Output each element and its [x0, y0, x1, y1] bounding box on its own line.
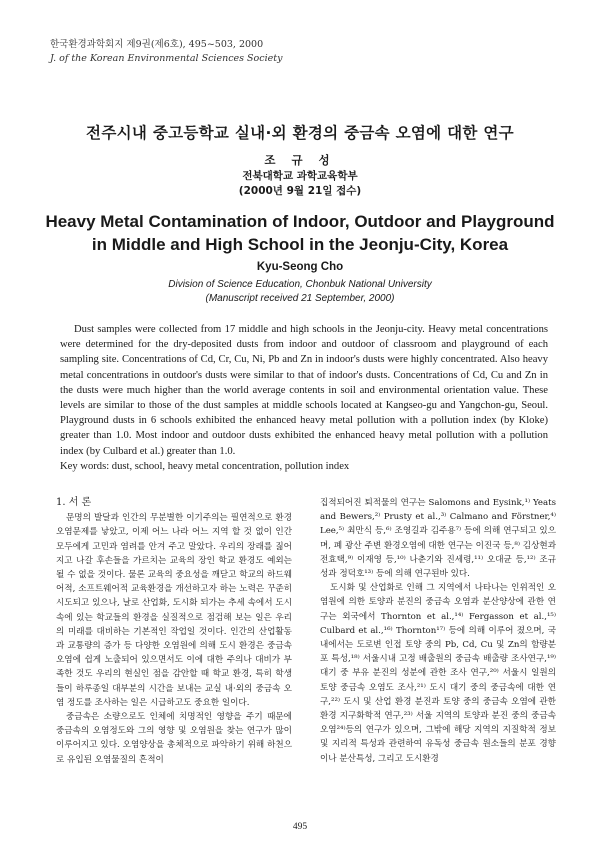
affiliation-english: Division of Science Education, Chonbuk National University	[168, 279, 432, 290]
affiliation-korean: 전북대학교 과학교육학부	[242, 170, 358, 182]
received-date-korean: (2000년 9월 21일 접수)	[238, 185, 362, 197]
affiliation-block-english	[0, 278, 600, 306]
page-number: 495	[292, 822, 308, 832]
body-column-left	[56, 496, 292, 767]
author-name-korean: 조 규 성	[264, 153, 336, 167]
body-paragraph: 중금속은 소량으로도 인체에 치명적인 영향을 주기 때문에 중금속의 오염정도와 그의 영향 및 오염원을 찾는 연구가 많이 이루어지고 있다. 오염양상을 총체적으로 파악하기 위해 하천으로 유입된 오염물질의 흔적이	[56, 712, 292, 765]
paper-title-english: Heavy Metal Contamination of Indoor, Outdoor and Playground in Middle and High School in the Jeonju-City, Korea	[45, 212, 555, 254]
section-heading-introduction: 1. 서 론	[56, 497, 92, 508]
body-paragraph: 도시화 및 산업화로 인해 그 지역에서 나타나는 인위적인 오염원에 의한 토양과 분진의 중금속 오염과 분산양상에 관한 연구는 외국에서 Thornton et al.,¹⁴⁾ Fergasson et al.,¹⁵⁾ Culbard et al.,¹⁶⁾ Thornton¹⁷⁾ 등에 의해 이루어 졌으며, 국내에서는 도로변 인접 토양 중의 Pb, Cd, Cu 및 Zn의 함량분포 특성,¹⁸⁾ 서울시내 고정 배출원의 중금속 배출량 조사연구,¹⁹⁾ 대기 중 부유 분진의 성분에 관한 조사 연구,²⁰⁾ 서울시 일원의 토양 중금속 오염도 조사,²¹⁾ 도시 대기 중의 중금속에 대한 연구,²²⁾ 도시 및 산업 환경 분진과 토양 중의 중금속 오염에 관한 환경 지구화학적 연구,²³⁾ 서울 지역의 토양과 분진 중의 중금속 오염²⁴⁾등의 연구가 있으며, 그밖에 해당 지역의 지질학적 정보 및 지리적 특성과 관련하여 유독성 중금속 원소들의 분포 경향이나 분산특성, 그리고 도시환경	[320, 583, 556, 764]
author-name-english: Kyu-Seong Cho	[256, 261, 344, 273]
journal-header	[50, 38, 282, 66]
paper-title-korean: 전주시내 중고등학교 실내·외 환경의 중금속 오염에 대한 연구	[86, 124, 514, 142]
body-paragraph: 집적되어진 퇴적물의 연구는 Salomons and Eysink,¹⁾ Yeats and Bewers,²⁾ Prusty et al.,³⁾ Calmano and Förstner,⁴⁾ Lee,⁵⁾ 최만식 등,⁶⁾ 조영길과 김주용⁷⁾ 등에 의해 연구되고 있으며, 폐 광산 주변 환경오염에 대한 연구는 이진국 등,⁸⁾ 김상현과 전효택,⁹⁾ 이재영 등,¹⁰⁾ 나춘기와 진세령,¹¹⁾ 오대균 등,¹²⁾ 조규성과 정덕호¹³⁾ 등에 의해 연구된바 있다.	[320, 498, 556, 580]
journal-name-korean: 한국환경과학회지 제9권(제6호), 495~503, 2000	[50, 39, 264, 50]
received-date-english: (Manuscript received 21 September, 2000)	[205, 293, 395, 304]
abstract: Dust samples were collected from 17 middle and high schools in the Jeonju-city. Heavy metal concentrations were determined for the dry-deposited dusts from indoor and outdoor of classroom and playground of each sampling site. Concentrations of Cd, Cr, Cu, Ni, Pb and Zn in indoor's dusts were highly concentrated. Also heavy metal concentrations in outdoor's dusts were similar to that of indoor's dusts. Concentrations of Cd, Cu and Zn in the dusts were much higher than the world average contents in soil and environmental orientation value. These levels are similar to those of the dust samples at middle schools located at Kangseo-gu and Yangchon-gu, Seoul. Playground dusts in 6 schools exhibited the enhanced heavy metal pollution with a pollution index (by Kloke) greater than 1.0. Most indoor and outdoor dusts exhibited the enhanced heavy metal pollution with a pollution index (by Culbard et al.) greater than 1.0.	[60, 324, 548, 457]
journal-name-english: J. of the Korean Environmental Sciences Society	[50, 53, 283, 64]
body-paragraph: 문명의 발달과 인간의 무분별한 이기주의는 필연적으로 환경오염문제를 낳았고, 이제 어느 나라 어느 지역 할 것 없이 인간 모두에게 고민과 염려를 안겨 주고 말았다. 우리의 장래를 짊어지고 나갈 후손들을 가르치는 교육의 장인 학교 환경도 예외는 될 수 없을 것이다. 물론 교육의 중요성을 깨닫고 학교의 하드웨어적, 소프트웨어적 교육환경을 개선하고자 하는 노력은 꾸준히 시도되고 있으나, 날로 산업화, 도시화 되가는 추세 속에서 도시 속에 있는 학교들의 환경을 실질적으로 점검해 보는 일은 우리의 미래를 대비하는 기본적인 작업일 것이다. 인간의 산업활동과 교통량의 증가 등 다양한 오염원에 의해 도시 환경은 중금속 오염에 쉽게 노출되어 있으면서도 이에 대한 주의나 대비가 부족한 것도 우리의 현실인 점을 감안할 때 학교 환경, 특히 학생들이 하루종일 대부분의 시간을 보내는 교실 내·외의 중금속 오염 정도를 조사하는 일은 시급하고도 중요한 일이다.	[56, 513, 292, 708]
keywords: Key words: dust, school, heavy metal concentration, pollution index	[60, 461, 350, 472]
body-column-right	[320, 496, 556, 766]
